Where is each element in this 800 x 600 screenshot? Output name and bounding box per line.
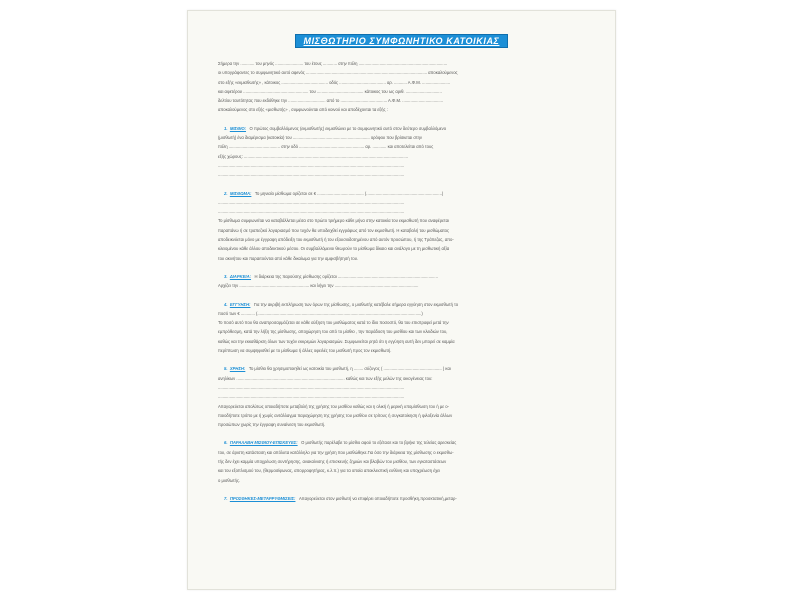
- section-heading-line: [218, 438, 589, 447]
- section-line: Το ποσό αυτό που θα αναπροσαρμόζεται σε κάθε αύξηση του μισθώματος κατά το ίδιο ποσοστό, θα του επιστραφεί μετά την: [218, 320, 449, 326]
- section-title: ΕΓΓΥΗΣΗ:: [229, 301, 251, 307]
- intro-line: οι υπογράφοντες το συμφωνητικό αυτό αφενός ........................................................................................................ αποκαλούμενος: [218, 70, 458, 76]
- contract-section: [218, 364, 589, 429]
- section-text: Για την ακριβή εκπλήρωση των όρων της μίσθωσης, ο μισθωτής κατέβαλε σήμερα εγγύηση στον εκμισθωτή το: [253, 301, 459, 307]
- section-line: κλειομένου κάθε άλλου αποδεικτικού μέσου. Οι συμβαλλόμενοι θεωρούν το μίσθωμα δίκαιο και ανάλογο με τη μισθωτική αξία: [218, 246, 450, 252]
- section-line: ................................................................................................................................................................: [218, 172, 405, 178]
- section-line: πόλη ............................................ στην οδό ........................................................ αρ. ............ και αποτελείται από τους: [218, 144, 434, 150]
- section-number: 6.: [224, 440, 228, 446]
- section-line: Το μίσθωμα συμφωνείται να καταβάλλεται μέσα στο πρώτο τριήμερο κάθε μήνα στην κατοικία του εκμισθωτή που αναφέρεται: [218, 218, 449, 224]
- section-line: ποσό των € ............ (.............................................................................................................................................): [218, 310, 423, 316]
- section-line: ανηλίκων ............................................................................................. καθώς και των εξής μελών της οικογένειας του:: [218, 375, 433, 381]
- section-text: Ο πρώτος συμβαλλόμενος (εκμισθωτής) εκμισθώνει με το συμφωνητικό αυτό στον δεύτερο συμβαλλόμενο: [249, 125, 447, 131]
- document-title: ΜΙΣΘΩΤΗΡΙΟ ΣΥΜΦΩΝΗΤΙΚΟ ΚΑΤΟΙΚΙΑΣ: [295, 34, 509, 48]
- section-line: ο μισθωτής.: [218, 477, 241, 483]
- section-text: Το μηνιαίο μίσθωμα ορίζεται σε € ........................................ (.................................................................): [254, 190, 444, 196]
- section-spacer: [218, 429, 589, 438]
- section-line: ................................................................................................................................................................: [218, 394, 405, 400]
- intro-paragraph: [218, 59, 589, 115]
- section-heading-line: [218, 300, 589, 309]
- section-heading-line: [218, 364, 589, 373]
- intro-line: δελτίου ταυτότητας που εκδόθηκε την ................................ από το ........................................ Α.Φ.Μ. ...................................: [218, 98, 444, 104]
- contract-page: [187, 10, 616, 590]
- section-text: Το μίσθιο θα χρησιμοποιηθεί ως κατοικία του μισθωτή, η ........ σύζυγος ( .................................................. ) και: [248, 366, 451, 372]
- section-spacer: [218, 180, 589, 189]
- section-line: ................................................................................................................................................................: [218, 384, 405, 390]
- section-number: 4.: [224, 301, 228, 307]
- intro-line: και αφετέρου ........................................................ του ........................................ κάτοικος του ως αριθ. ...............................: [218, 88, 442, 94]
- section-line: ................................................................................................................................................................: [218, 209, 405, 215]
- contract-section: [218, 438, 589, 484]
- section-title: ΠΡΟΣΘΗΚΕΣ-ΜΕΤΑΡΡΥΘΜΙΣΕΙΣ:: [229, 495, 296, 501]
- section-spacer: [218, 485, 589, 494]
- section-spacer: [218, 115, 589, 124]
- intro-line: στο εξής «εκμισθωτής» , κάτοικος ........................................ οδός ........................................ αρ. ........... Α.Φ.Μ. ........................: [218, 79, 450, 85]
- section-number: 2.: [224, 190, 228, 196]
- intro-line: αποκαλούμενος στο εξής «μισθωτής» , συμφωνούνται από κοινού και αποδέχονται τα εξής :: [218, 107, 388, 113]
- sections-container: [218, 115, 589, 503]
- section-line: ................................................................................................................................................................: [218, 162, 405, 168]
- section-line: (μισθωτή) ένα διαμέρισμα (κατοικία) του .................................................................. ορόφου που βρίσκεται στην: [218, 135, 423, 141]
- section-number: 1.: [224, 125, 228, 131]
- contract-section: [218, 189, 589, 263]
- section-line: εμπρόθεσμη, κατά την λήξη της μίσθωσης, αποχώρηση του από το μίσθιο , την παράδοση του μισθίου και των κλειδιών του,: [218, 329, 448, 335]
- section-line: ................................................................................................................................................................: [218, 199, 405, 205]
- section-spacer: [218, 263, 589, 272]
- section-heading-line: [218, 124, 589, 133]
- section-title: ΜΙΣΘΙΟ:: [229, 125, 247, 131]
- section-heading-line: [218, 189, 589, 198]
- section-title: ΜΙΣΘΩΜΑ:: [229, 190, 252, 196]
- section-line: ποιοδήποτε τρόπο με ή χωρίς αντάλλαγμα παραχώρηση της χρήσης του μισθίου σε τρίτους ή συγκατοίκηση ή φιλοξενία άλλων: [218, 412, 453, 418]
- section-heading-line: [218, 494, 589, 503]
- section-heading-line: [218, 272, 589, 281]
- section-text: Απαγορεύεται στον μισθωτή να επιφέρει οποιαδήποτε προσθήκη,προσκτατική,μεταρ-: [298, 495, 457, 501]
- section-line: του ακινήτου και παραιτούνται από κάθε δικαίωμα για την αμφισβήτησή του.: [218, 255, 359, 261]
- document-body: [218, 59, 589, 583]
- section-text: Η διάρκεια της παρούσης μίσθωσης ορίζεται ......................................................................................: [254, 273, 438, 279]
- section-line: του, σε άριστη κατάσταση και απόλυτα κατάλληλο για την χρήση που μισθώθηκε.Για όσο την διάρκεια της μίσθωσης ο εκμισθω-: [218, 449, 454, 455]
- title-wrap: [188, 31, 615, 49]
- section-line: και του εξοπλισμού του, (θερμοσίφωνας, απορροφητήρας, κ.λ.π.) για τα οποία αποκλειστική ευθύνη και υποχρέωση έχει: [218, 468, 441, 474]
- section-title: ΧΡΗΣΗ:: [229, 366, 246, 372]
- section-line: Απαγορεύεται απολύτως οποιαδήποτε μεταβολή της χρήσης του μισθίου καθώς και η ολική ή μερική υπομίσθωση του ή με ο-: [218, 403, 449, 409]
- section-line: προσώπων χωρίς την έγγραφη συναίνεση του εκμισθωτή.: [218, 422, 326, 428]
- section-line: Αρχίζει την ............................................................ και λήγει την ........................................................................: [218, 283, 419, 289]
- section-title: ΔΙΑΡΚΕΙΑ:: [229, 273, 252, 279]
- section-spacer: [218, 291, 589, 300]
- section-line: τής δεν έχει καμμία υποχρέωση συντήρησης, ανακαίνισης ή επισκευής ζημιών και βλαβών του μισθίου, των εγκαταστάσεων: [218, 458, 447, 464]
- contract-section: [218, 494, 589, 503]
- section-text: Ο μισθωτής παρέλαβε το μίσθιο αφού το εξέτασε και το βρήκε της τελείας αρεσκείας: [301, 440, 457, 446]
- section-line: εξής χώρους: .............................................................................................................................................: [218, 153, 408, 159]
- contract-section: [218, 300, 589, 356]
- section-line: παραπάνω ή σε τραπεζικό λογαριασμό που τυχόν θα υποδειχθεί εγγράφως από τον εκμισθωτή. Η καταβολή του μισθώματος: [218, 227, 450, 233]
- section-line: αποδεικνύεται μόνο με έγγραφη απόδειξη του εκμισθωτή ή του εξουσιοδοτημένου από αυτόν προσώπου, ή της Τράπεζας, απο-: [218, 237, 454, 243]
- contract-section: [218, 272, 589, 291]
- intro-line: Σήμερα την ............ του μηνός ........................ του έτους ............ στην πόλη ............................................................................: [218, 61, 448, 66]
- section-spacer: [218, 355, 589, 364]
- section-number: 7.: [224, 495, 228, 501]
- section-line: περίπτωση να συμψηφισθεί με το μίσθωμα ή άλλες οφειλές του μισθωτή προς τον εκμισθωτή.: [218, 348, 392, 354]
- section-title: ΠΑΡΑΛΑΒΗ ΜΙΣΘΙΟΥ-ΕΠΙΣΚΕΥΕΣ:: [229, 440, 298, 446]
- section-number: 5.: [224, 366, 228, 372]
- section-line: καθώς και την εκκαθάριση όλων των τυχόν εκκρεμών λογαριασμών. Συμφωνείται ρητά ότι η εγγύηση αυτή δεν μπορεί σε καμμία: [218, 338, 455, 344]
- section-number: 3.: [224, 273, 228, 279]
- contract-section: [218, 124, 589, 180]
